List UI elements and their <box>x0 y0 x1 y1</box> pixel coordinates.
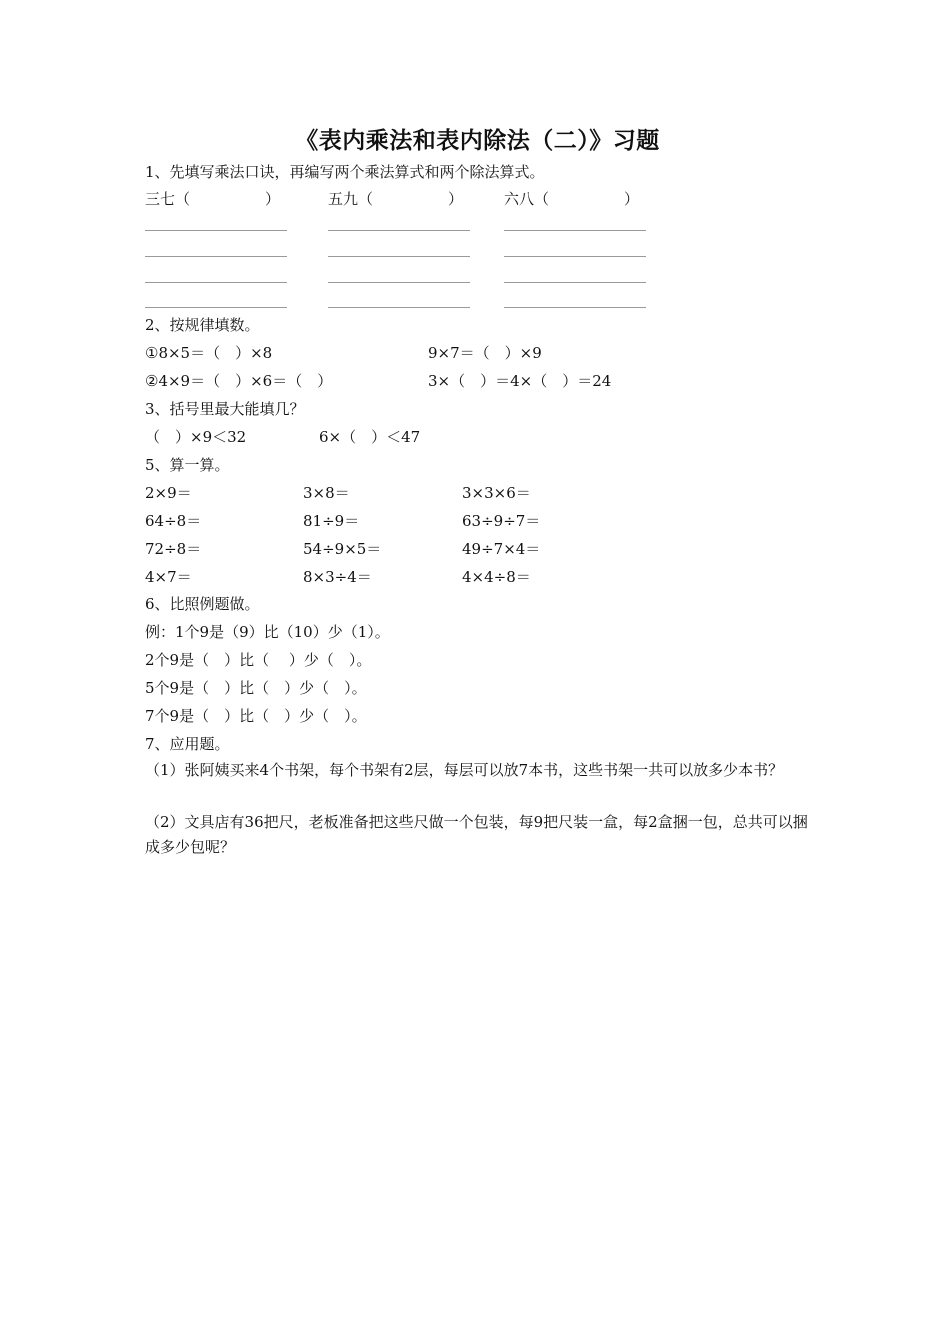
answer-line <box>328 256 470 257</box>
q3-item-1: （ ）×9＜32 <box>145 428 247 446</box>
q2-row1-left: ①8×5＝（ ）×8 <box>145 344 273 362</box>
q3-item-2: 6×（ ）＜47 <box>319 428 421 446</box>
answer-line <box>145 307 287 308</box>
q6-line-2: 5个9是（ ）比（ ）少（ ）。 <box>145 679 367 697</box>
answer-line <box>504 282 646 283</box>
calc-item: 4×4÷8＝ <box>462 568 531 586</box>
page-title: 《表内乘法和表内除法（二）》习题 <box>295 127 660 154</box>
q6-line-3: 7个9是（ ）比（ ）少（ ）。 <box>145 707 367 725</box>
q5-heading: 5、算一算。 <box>145 456 230 474</box>
q1-item-3: 六八（ ） <box>504 190 640 208</box>
calc-item: 2×9＝ <box>145 484 192 502</box>
q7-heading: 7、应用题。 <box>145 735 230 753</box>
q7-problem-2: （2）文具店有36把尺，老板准备把这些尺做一个包装，每9把尺装一盒，每2盒捆一包，总共可以捆成多少包呢？ <box>145 813 808 856</box>
q2-row2-right: 3×（ ）＝4×（ ）＝24 <box>428 372 612 390</box>
q6-heading: 6、比照例题做。 <box>145 595 260 613</box>
answer-line <box>504 256 646 257</box>
answer-line <box>328 282 470 283</box>
answer-line <box>504 230 646 231</box>
answer-line <box>328 230 470 231</box>
q2-row2-left: ②4×9＝（ ）×6＝（ ） <box>145 372 333 390</box>
calc-item: 63÷9÷7＝ <box>462 512 541 530</box>
q2-row1-right: 9×7＝（ ）×9 <box>428 344 542 362</box>
answer-line <box>145 256 287 257</box>
calc-item: 64÷8＝ <box>145 512 202 530</box>
answer-line <box>145 230 287 231</box>
calc-item: 8×3÷4＝ <box>303 568 372 586</box>
q1-item-1: 三七（ ） <box>145 190 281 208</box>
worksheet-page <box>145 0 815 1344</box>
q7-problem-1: （1）张阿姨买来4个书架，每个书架有2层，每层可以放7本书，这些书架一共可以放多少本书？ <box>145 761 784 779</box>
calc-item: 3×3×6＝ <box>462 484 531 502</box>
q1-heading: 1、先填写乘法口诀，再编写两个乘法算式和两个除法算式。 <box>145 163 545 181</box>
calc-item: 4×7＝ <box>145 568 192 586</box>
q6-line-1: 2个9是（ ）比（ ）少（ ）。 <box>145 651 372 669</box>
calc-item: 54÷9×5＝ <box>303 540 382 558</box>
q2-heading: 2、按规律填数。 <box>145 316 260 334</box>
q1-item-2: 五九（ ） <box>328 190 464 208</box>
q6-example: 例：1个9是（9）比（10）少（1）。 <box>145 623 390 641</box>
answer-line <box>145 282 287 283</box>
calc-item: 3×8＝ <box>303 484 350 502</box>
answer-line <box>328 307 470 308</box>
answer-line <box>504 307 646 308</box>
calc-item: 72÷8＝ <box>145 540 202 558</box>
calc-item: 49÷7×4＝ <box>462 540 541 558</box>
calc-item: 81÷9＝ <box>303 512 360 530</box>
q3-heading: 3、括号里最大能填几？ <box>145 400 305 418</box>
